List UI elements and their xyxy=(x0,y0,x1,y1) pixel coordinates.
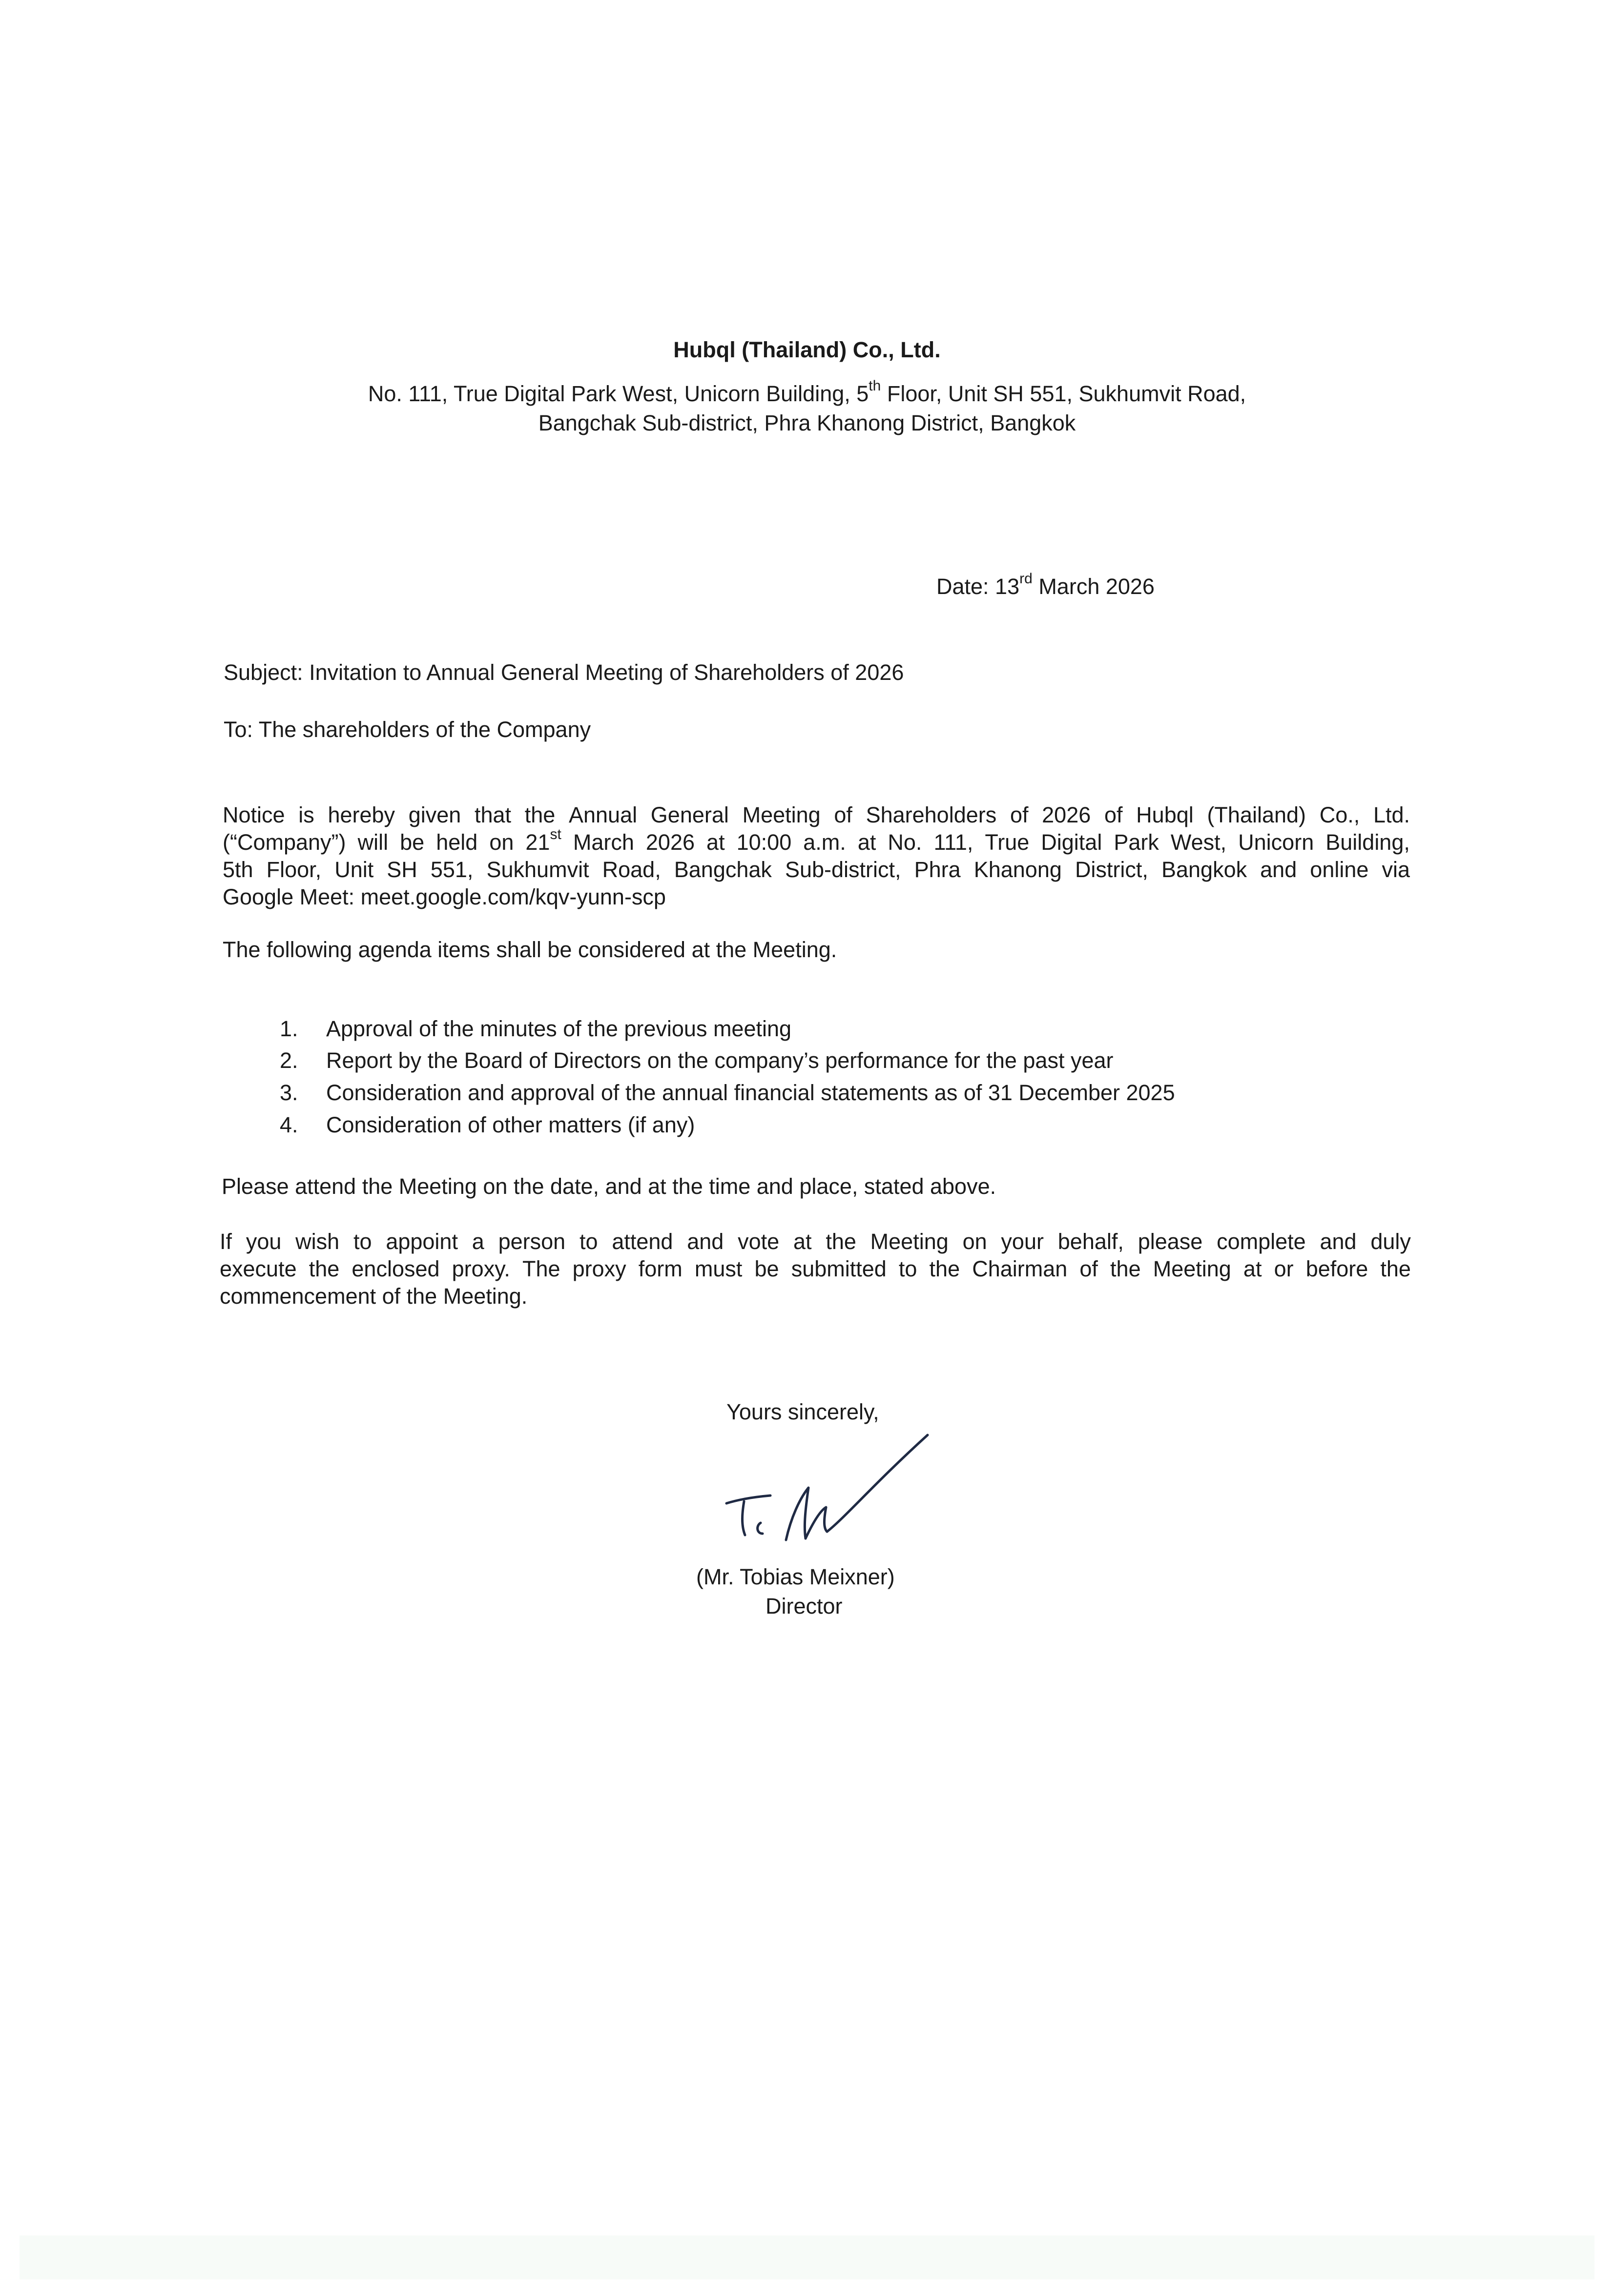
notice-line-1 xyxy=(223,802,1410,828)
word: 5th xyxy=(223,857,253,882)
word: complete xyxy=(1217,1229,1306,1254)
word: West, xyxy=(1170,830,1227,855)
word: the xyxy=(1380,1256,1411,1281)
word: of xyxy=(1104,802,1123,827)
agenda-item-text: Report by the Board of Directors on the company’s performance for the past year xyxy=(326,1048,1114,1073)
word: Bangchak xyxy=(674,857,772,882)
word: is xyxy=(298,802,314,827)
word: General xyxy=(650,802,729,827)
word: No. xyxy=(888,830,922,855)
letter-recipient: To: The shareholders of the Company xyxy=(224,717,591,742)
word: and xyxy=(1320,1229,1357,1254)
word: 10:00 xyxy=(736,830,792,855)
word: SH xyxy=(387,857,417,882)
company-name: Hubql (Thailand) Co., Ltd. xyxy=(673,337,941,362)
word: at xyxy=(706,830,725,855)
notice-text: Google Meet: meet.google.com/kqv-yunn-scp xyxy=(223,884,666,909)
word: you xyxy=(246,1229,282,1254)
word: (“Company”) xyxy=(223,830,346,855)
address-part: Floor, Unit SH 551, Sukhumvit Road, xyxy=(881,381,1246,406)
word: Unicorn xyxy=(1238,830,1314,855)
word: Co., xyxy=(1319,802,1360,827)
signer-name: (Mr. Tobias Meixner) xyxy=(696,1564,895,1589)
word: appoint xyxy=(386,1229,458,1254)
word: If xyxy=(220,1229,232,1254)
word: True xyxy=(985,830,1030,855)
word: person xyxy=(498,1229,566,1254)
word: the xyxy=(309,1256,340,1281)
proxy-line-3 xyxy=(220,1283,1411,1310)
word: at xyxy=(857,830,876,855)
notice-line-3 xyxy=(223,857,1410,883)
ordinal-suffix: rd xyxy=(1019,571,1033,587)
word: of xyxy=(834,802,852,827)
word: duly xyxy=(1370,1229,1411,1254)
word: held xyxy=(436,830,478,855)
word: to xyxy=(898,1256,917,1281)
attend-request: Please attend the Meeting on the date, and at the time and place, stated above. xyxy=(222,1174,996,1199)
company-address-line-1 xyxy=(0,378,1614,407)
word: Shareholders xyxy=(866,802,997,827)
word: your xyxy=(1001,1229,1044,1254)
word: 2026 xyxy=(645,830,695,855)
word: The xyxy=(522,1256,560,1281)
word: Unit xyxy=(334,857,374,882)
word: Park xyxy=(1114,830,1159,855)
address-part: No. 111, True Digital Park West, Unicorn Building, 5 xyxy=(368,381,869,406)
word: at xyxy=(793,1229,812,1254)
word: 21st xyxy=(525,826,561,855)
word: at xyxy=(1243,1256,1262,1281)
word: and xyxy=(687,1229,724,1254)
word: Meeting xyxy=(1153,1256,1231,1281)
word: a.m. xyxy=(803,830,846,855)
word: attend xyxy=(612,1229,673,1254)
word: proxy xyxy=(572,1256,626,1281)
word: given xyxy=(408,802,461,827)
word: on xyxy=(962,1229,987,1254)
proxy-line-1 xyxy=(220,1229,1411,1255)
agenda-item-number: 1. xyxy=(280,1016,298,1041)
word: Road, xyxy=(602,857,661,882)
word: behalf, xyxy=(1057,1229,1124,1254)
word: of xyxy=(1079,1256,1098,1281)
word: the xyxy=(826,1229,856,1254)
word: a xyxy=(472,1229,484,1254)
word: that xyxy=(474,802,512,827)
proxy-line-2 xyxy=(220,1256,1411,1282)
word: of xyxy=(1010,802,1029,827)
company-address-line-2: Bangchak Sub-district, Phra Khanong District, Bangkok xyxy=(538,410,1076,435)
signature-image xyxy=(713,1425,942,1567)
word: Digital xyxy=(1041,830,1102,855)
word: Hubql xyxy=(1136,802,1194,827)
agenda-item-text: Approval of the minutes of the previous meeting xyxy=(326,1016,792,1041)
word: on xyxy=(489,830,514,855)
agenda-intro: The following agenda items shall be considered at the Meeting. xyxy=(223,937,837,962)
word: must xyxy=(694,1256,743,1281)
ordinal-suffix: st xyxy=(550,826,561,842)
word: to xyxy=(353,1229,372,1254)
word: via xyxy=(1382,857,1410,882)
word: Bangkok xyxy=(1161,857,1247,882)
proxy-text: commencement of the Meeting. xyxy=(220,1284,528,1309)
closing-salutation: Yours sincerely, xyxy=(726,1399,879,1424)
agenda-item-text: Consideration and approval of the annual financial statements as of 31 December 2025 xyxy=(326,1080,1175,1105)
word: hereby xyxy=(328,802,395,827)
word: or xyxy=(1274,1256,1294,1281)
word: Floor, xyxy=(266,857,322,882)
word: 2026 xyxy=(1042,802,1091,827)
word: Ltd. xyxy=(1373,802,1410,827)
ordinal-suffix: th xyxy=(869,378,881,394)
agenda-item-number: 2. xyxy=(280,1048,298,1073)
agenda-item-number: 4. xyxy=(280,1112,298,1137)
word: Meeting xyxy=(870,1229,949,1254)
word: the xyxy=(1110,1256,1141,1281)
word: proxy. xyxy=(452,1256,510,1281)
notice-line-2 xyxy=(223,826,1410,856)
word: to xyxy=(579,1229,598,1254)
word: Chairman xyxy=(972,1256,1068,1281)
word: Meeting xyxy=(742,802,821,827)
notice-line-4 xyxy=(223,884,1410,910)
word: enclosed xyxy=(352,1256,440,1281)
word: Phra xyxy=(914,857,961,882)
word: vote xyxy=(738,1229,780,1254)
word: please xyxy=(1138,1229,1203,1254)
letter-subject: Subject: Invitation to Annual General Meeting of Shareholders of 2026 xyxy=(224,660,904,685)
word: Building, xyxy=(1325,830,1410,855)
word: will xyxy=(357,830,389,855)
word: be xyxy=(754,1256,779,1281)
word: Sub-district, xyxy=(785,857,901,882)
word: form xyxy=(638,1256,683,1281)
word: (Thailand) xyxy=(1207,802,1306,827)
word: online xyxy=(1310,857,1369,882)
date-suffix: March 2026 xyxy=(1032,574,1155,599)
word: Annual xyxy=(568,802,638,827)
word: Notice xyxy=(223,802,285,827)
word: Sukhumvit xyxy=(486,857,589,882)
date-prefix: Date: 13 xyxy=(936,574,1020,599)
word: March xyxy=(573,830,634,855)
word: and xyxy=(1260,857,1297,882)
scan-bottom-band xyxy=(20,2235,1594,2279)
word: be xyxy=(400,830,425,855)
word: Khanong xyxy=(973,857,1062,882)
word: the xyxy=(524,802,556,827)
agenda-item-text: Consideration of other matters (if any) xyxy=(326,1112,695,1137)
letter-date xyxy=(936,571,1155,600)
word: 551, xyxy=(430,857,474,882)
word: wish xyxy=(295,1229,340,1254)
word: District, xyxy=(1075,857,1148,882)
signer-title: Director xyxy=(766,1594,843,1619)
word: the xyxy=(929,1256,960,1281)
word: 111, xyxy=(933,830,973,855)
word: before xyxy=(1305,1256,1368,1281)
agenda-item-number: 3. xyxy=(280,1080,298,1105)
word: execute xyxy=(220,1256,297,1281)
word: submitted xyxy=(791,1256,887,1281)
